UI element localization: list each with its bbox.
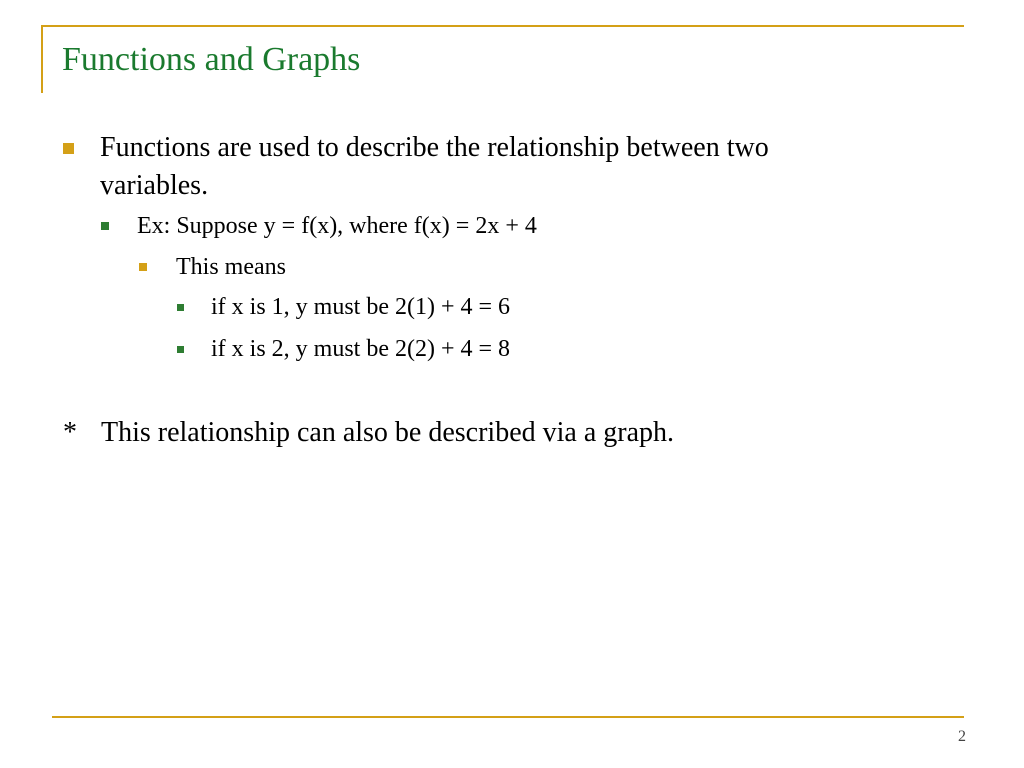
bullet-4-case-2: if x is 2, y must be 2(2) + 4 = 8 xyxy=(211,336,511,362)
square-bullet-icon xyxy=(101,222,109,230)
square-bullet-icon xyxy=(139,263,147,271)
slide-title: Functions and Graphs xyxy=(62,41,361,78)
title-frame-left-line xyxy=(41,25,43,93)
page-number: 2 xyxy=(958,728,966,745)
note-marker: * xyxy=(63,417,77,448)
square-bullet-icon xyxy=(63,143,74,154)
square-bullet-icon xyxy=(177,346,184,353)
title-frame-top-line xyxy=(41,25,964,27)
bullet-1-line-2: variables. xyxy=(100,170,209,201)
note-text: This relationship can also be described via a graph. xyxy=(101,417,675,448)
bullet-3-this-means: This means xyxy=(176,254,286,280)
bullet-1-line-1: Functions are used to describe the relationship between two xyxy=(100,132,769,163)
square-bullet-icon xyxy=(177,304,184,311)
bullet-2-example: Ex: Suppose y = f(x), where f(x) = 2x + 4 xyxy=(137,213,537,239)
footer-divider xyxy=(52,716,964,718)
bullet-4-case-1: if x is 1, y must be 2(1) + 4 = 6 xyxy=(211,294,511,320)
